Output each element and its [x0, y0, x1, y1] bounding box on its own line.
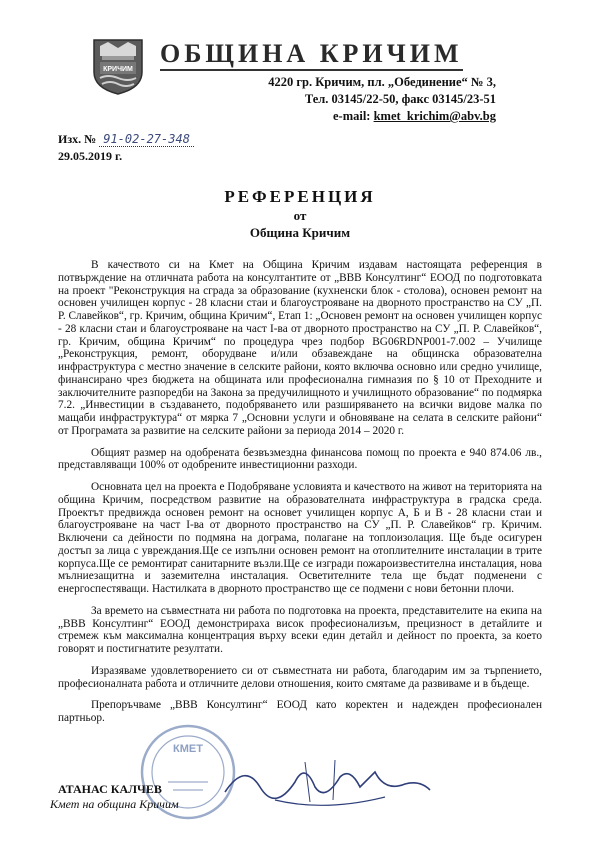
email-link[interactable]: kmet_krichim@abv.bg: [373, 109, 496, 123]
handwritten-signature: [215, 742, 435, 822]
paragraph: Общият размер на одобрената безвъзмездна финансова помощ по проекта е 940 874.06 лв., представляващи 100% от одобрените инвестиционни разходи.: [58, 446, 542, 472]
paragraph: Основната цел на проекта е Подобряване условията и качеството на живот на територията на община Кричим, посредством развитие на образователната инфраструктура в градска среда. Проектът предвижда основен ремонт на основет училищен корпус А, Б и В - 28 класни стаи и благоустрояване на част І-ва от дворното пространство на СУ „П. Р. Славейков“ гр. Кричим. Включени са дейности по подмяна на дограма, полагане на топлоизолация. Ще бъде осигурен достъп за лица с увреждания.Ще се изпълни основен ремонт на отоплителните инсталации в трите корпуса.Ще се ремонтират санитарните възли.Ще се изгради пожароизвестителна инсталация, нова мълниезащитна и заземителна инсталация. Осветителните тела ще бъдат подменени с енергоспестяващи. Настилката в дворното пространство ще се подмени с нови бетонни плочи.: [58, 481, 542, 595]
document-body: [58, 259, 542, 725]
logo-lettering: КРИЧИМ: [103, 66, 133, 73]
document-title: РЕФЕРЕНЦИЯ: [224, 187, 376, 206]
organization-title: ОБЩИНА КРИЧИМ: [160, 40, 463, 71]
document-date: 29.05.2019 г.: [58, 149, 123, 163]
address-line: 4220 гр. Кричим, пл. „Обединение“ № 3,: [268, 75, 496, 89]
outgoing-number-value: 91-02-27-348: [99, 132, 194, 147]
signatory-name: АТАНАС КАЛЧЕВ: [58, 782, 162, 796]
stamp-text: КМЕТ: [173, 743, 203, 755]
outgoing-number-label: Изх. №: [58, 132, 97, 146]
signatory-title: Кмет на община Кричим: [50, 797, 179, 811]
document-title-from: от: [293, 208, 307, 223]
document-title-org: Община Кричим: [249, 225, 351, 240]
paragraph: В качеството си на Кмет на Община Кричим издавам настоящата референция в потвърждение на отличната работа на консултантите от „ВВВ Консултинг“ ЕООД по подготовката на проект "Реконструкция на сграда за образование (кухненски блок - столова), основен ремонт на основен училищен корпус - 28 класни стаи и благоустрояване на дворното пространство на СУ „П. Р. Славейков“, гр. Кричим, община Кричим“, Етап 1: „Основен ремонт на основен училищен корпус - 28 класни стаи и благоустрояване на част І-ва от дворното пространство на СУ „П. Р. Славейков“, гр. Кричим, община Кричим“ по процедура чрез подбор BG06RDNP001-7.002 – Училище „Реконструкция, ремонт, оборудване и/или обзавеждане на общинска образователна инфраструктура с местно значение в селските райони, която включва основно или средно училище, финансирано чрез бюджета на общината или професионална гимназия по § 10 от Преходните и заключителните разпоредби на Закона за предучилищното и училищното образование“ по подмярка 7.2. „Инвестиции в създаването, подобряването или разширяването на всички видове малка по мащаби инфраструктура“ от мярка 7 „Основни услуги и обновяване на селата в селските райони“ от Програмата за развитие на селските райони за периода 2014 – 2020 г.: [58, 259, 542, 437]
paragraph: Изразяваме удовлетворението си от съвместната ни работа, благодарим им за търпението, професионалната работа и отличните делови отношения, които смятаме да развиваме и в бъдеще.: [58, 664, 542, 690]
paragraph: За времето на съвместната ни работа по подготовка на проекта, представителите на екипа на „ВВВ Консултинг“ ЕООД демонстрираха висок професионализъм, прецизност в детайлите и стремеж към максимална концентрация върху всеки един детайл и дейност по проекта, за което говорят и постигнатите резултати.: [58, 604, 542, 655]
paragraph: Препоръчваме „ВВВ Консултинг“ ЕООД като коректен и надежден професионален партньор.: [58, 699, 542, 724]
krichim-coat-of-arms-icon: [88, 36, 148, 96]
email-line: [333, 109, 496, 124]
outgoing-number: [58, 132, 194, 147]
email-label: e-mail:: [332, 109, 374, 123]
phone-line: Тел. 03145/22-50, факс 03145/23-51: [304, 92, 496, 106]
